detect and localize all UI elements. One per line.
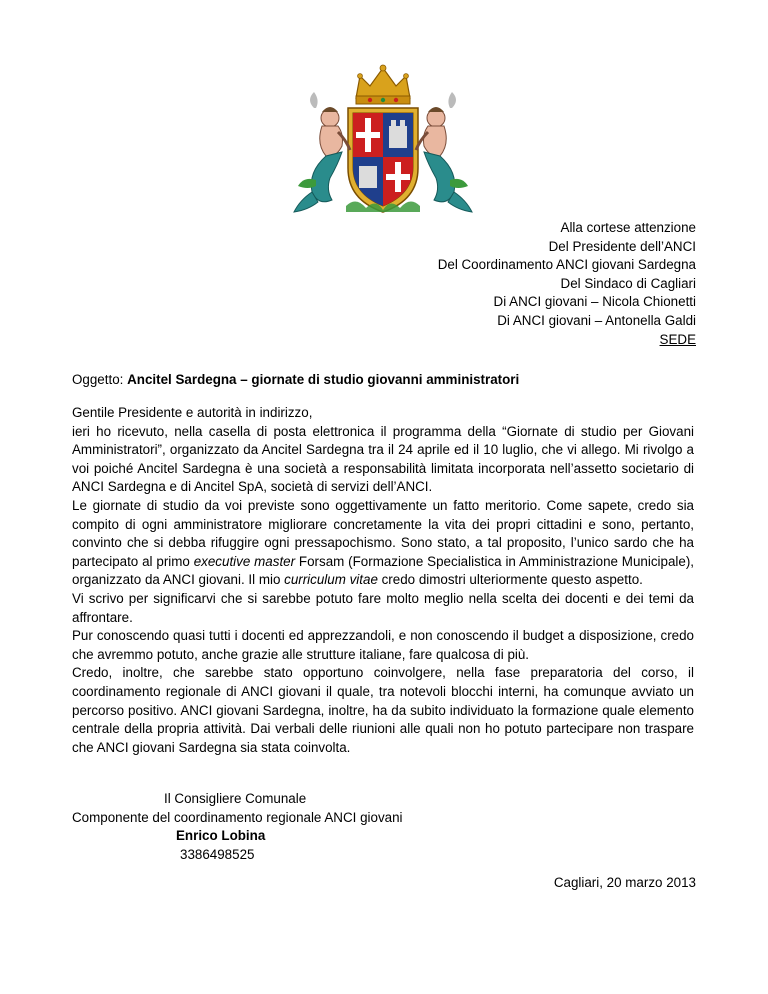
body-paragraph: Vi scrivo per significarvi che si sarebbe potuto fare molto meglio nella scelta dei docenti e dei temi da affrontare. (72, 590, 694, 625)
addressee-sede: SEDE (659, 331, 696, 347)
signature-role: Il Consigliere Comunale (164, 791, 307, 806)
subject-label: Oggetto: (72, 372, 124, 387)
body-paragraph (72, 497, 694, 590)
body-text: Le giornate di studio da voi previste sono oggettivamente un fatto meritorio. Come sapete, credo sia compito di ogni amministratore migliorare concretamente la vita dei propri cittadini e sono, pertanto, convinto che si debba rifuggire ogni pressapochismo. Sono stato, a tal proposito, l’unico sardo che ha partecipato al primo (72, 497, 694, 569)
signature-name: Enrico Lobina (176, 828, 266, 844)
body-emphasis: executive master (193, 553, 296, 569)
signature-block (72, 790, 432, 864)
subject-text: Ancitel Sardegna – giornate di studio giovanni amministratori (127, 372, 520, 387)
addressee-line: Del Presidente dell’ANCI (548, 238, 696, 254)
signature-phone: 3386498525 (180, 846, 255, 862)
body-emphasis: curriculum vitae (284, 572, 378, 588)
body-text: credo dimostri ulteriormente questo aspetto. (377, 572, 643, 588)
addressee-line: Alla cortese attenzione (560, 220, 696, 235)
body-paragraph: ieri ho ricevuto, nella casella di posta elettronica il programma della “Giornate di studio per Giovani Amministratori”, organizzato da Ancitel Sardegna tra il 24 aprile ed il 10 luglio, che vi allego. Mi rivolgo a voi poiché Ancitel Sardegna è una società a responsabilità limitata incorporata nell’assetto societario di ANCI Sardegna e di Ancitel SpA, società di servizi dell’ANCI. (72, 423, 694, 495)
cagliari-coat-of-arms-icon (286, 60, 480, 218)
addressee-line: Del Sindaco di Cagliari (560, 275, 696, 291)
addressee-block (276, 219, 696, 349)
signature-position: Componente del coordinamento regionale ANCI giovani (72, 809, 403, 825)
body-paragraph: Pur conoscendo quasi tutti i docenti ed apprezzandoli, e non conoscendo il budget a disposizione, credo che avremmo potuto, anche grazie alle strutture italiane, fare qualcosa di più. (72, 628, 694, 662)
body-paragraph: Credo, inoltre, che sarebbe stato opportuno coinvolgere, nella fase preparatoria del corso, il coordinamento regionale di ANCI giovani il quale, tra notevoli blocchi interni, ha comunque avviato un percorso positivo. ANCI giovani Sardegna, inoltre, ha da subito individuato la formazione quale elemento centrale della propria attività. Dai verbali delle riunioni alle quali non ho potuto partecipare non traspare che ANCI giovani Sardegna sia stata coinvolta. (72, 665, 694, 755)
body-text: Forsam (Formazione Specialistica in Amministrazione Municipale), organizzato da ANCI giovani. Il mio (72, 553, 695, 588)
right-mermaid-icon (416, 92, 472, 212)
addressee-line: Di ANCI giovani – Nicola Chionetti (493, 294, 696, 310)
addressee-line: Del Coordinamento ANCI giovani Sardegna (437, 257, 696, 273)
crown-icon (356, 65, 410, 104)
date-line: Cagliari, 20 marzo 2013 (553, 875, 696, 890)
letter-body (72, 404, 694, 757)
subject-line (72, 371, 702, 390)
left-mermaid-icon (294, 92, 350, 212)
salutation: Gentile Presidente e autorità in indirizzo, (72, 405, 313, 420)
addressee-line: Di ANCI giovani – Antonella Galdi (497, 312, 696, 328)
